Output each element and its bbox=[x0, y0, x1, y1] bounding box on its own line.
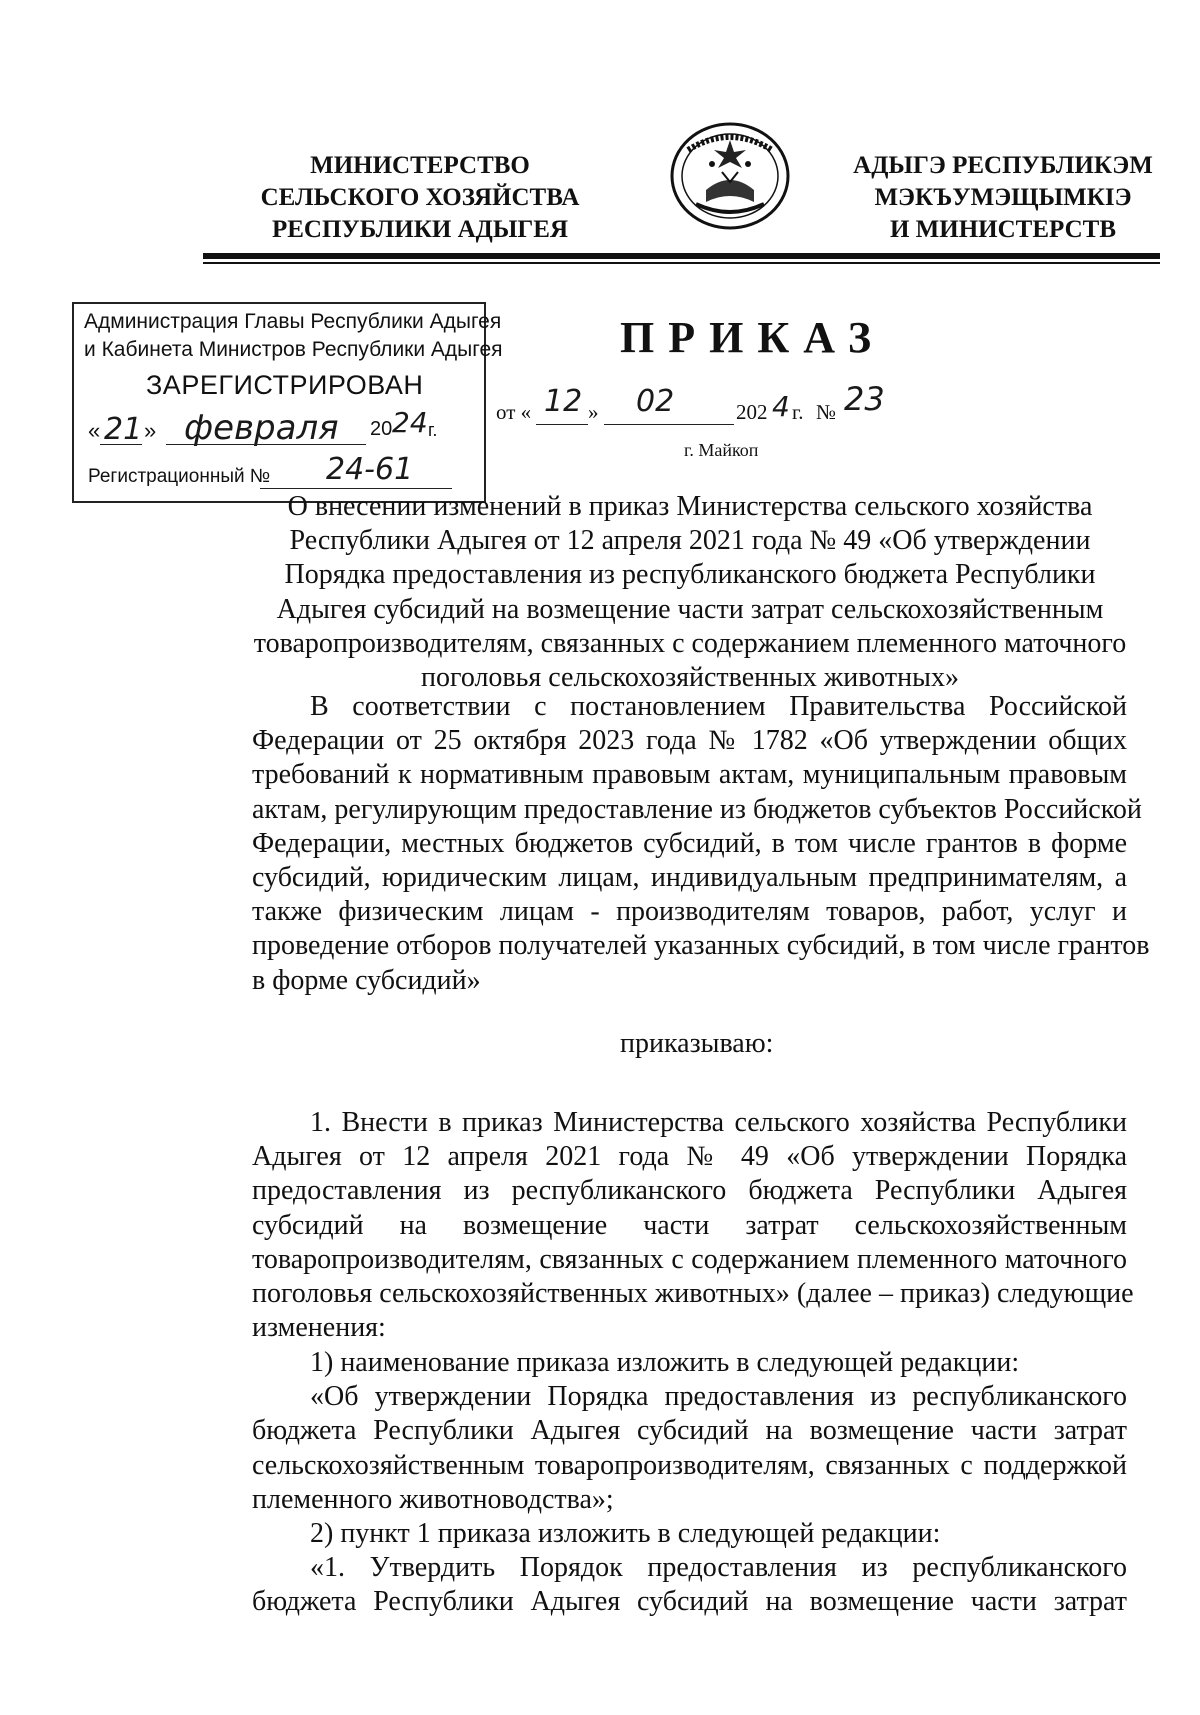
item-1-line: товаропроизводителям, связанных с содержанием племенного маточного bbox=[252, 1243, 1127, 1275]
header-divider bbox=[203, 253, 1160, 259]
stamp-authority-line: и Кабинета Министров Республики Адыгея bbox=[84, 338, 503, 361]
heading-line: О внесении изменений в приказ Министерства сельского хозяйства bbox=[287, 491, 1093, 522]
order-from-label: от « bbox=[496, 400, 532, 424]
ministry-name-line: АДЫГЭ РЕСПУБЛИКЭМ bbox=[853, 152, 1153, 179]
heading-line: Порядка предоставления из республиканского бюджета Республики bbox=[284, 559, 1096, 591]
item-1-line: изменения: bbox=[252, 1312, 386, 1344]
ministry-name-line: МЭКЪУМЭЩЫМКIЭ bbox=[874, 184, 1132, 211]
item-1-line: поголовья сельскохозяйственных животных» (далее – приказ) следующие bbox=[252, 1277, 1134, 1309]
preamble-line: Федерации от 25 октября 2023 года № 1782 «Об утверждении общих bbox=[252, 725, 1127, 757]
order-directive-word: приказываю: bbox=[620, 1028, 774, 1059]
stamp-date-year-prefix: 20 bbox=[370, 418, 393, 440]
order-month: 02 bbox=[636, 384, 675, 419]
item-1-line: Адыгея от 12 апреля 2021 года № 49 «Об утверждении Порядка bbox=[252, 1141, 1127, 1173]
ministry-name-adyghe bbox=[838, 150, 1168, 246]
order-date-number: от « 12 » 02 202 4 г. № 23 bbox=[496, 380, 885, 424]
order-number: 23 bbox=[844, 380, 885, 418]
subitem-1-line: сельскохозяйственным товаропроизводителям, связанных с поддержкой bbox=[252, 1449, 1127, 1481]
registration-stamp bbox=[72, 302, 503, 503]
ministry-name-line: СЕЛЬСКОГО ХОЗЯЙСТВА bbox=[260, 184, 580, 211]
ministry-name-line: РЕСПУБЛИКИ АДЫГЕЯ bbox=[271, 216, 569, 243]
preamble-line: требований к нормативным правовым актам, муниципальным правовым bbox=[252, 759, 1127, 791]
stamp-date-year-mark: г. bbox=[428, 420, 438, 440]
preamble-line: субсидий, юридическим лицам, индивидуальным предпринимателям, а bbox=[252, 861, 1127, 893]
preamble-line: актам, регулирующим предоставление из бюджетов субъектов Российской bbox=[252, 793, 1142, 825]
stamp-reg-number: 24-61 bbox=[326, 452, 414, 487]
coat-of-arms-icon bbox=[666, 120, 794, 232]
subitem-1-line: племенного животноводства»; bbox=[252, 1483, 614, 1515]
stamp-registered-label: ЗАРЕГИСТРИРОВАН bbox=[146, 370, 424, 400]
preamble-paragraph bbox=[252, 690, 1150, 998]
item-1-line: предоставления из республиканского бюджета Республики Адыгея bbox=[252, 1175, 1127, 1207]
subitem-2 bbox=[252, 1517, 1127, 1620]
preamble-line: Федерации, местных бюджетов субсидий, в том числе грантов в форме bbox=[252, 827, 1127, 859]
header-divider-thin bbox=[203, 262, 1160, 264]
subitem-2-intro: 2) пункт 1 приказа изложить в следующей редакции: bbox=[310, 1518, 941, 1549]
stamp-date-row: « 21 » февраля 20 24 г. bbox=[88, 406, 438, 448]
stamp-reg-label: Регистрационный № bbox=[88, 466, 271, 487]
preamble-line: в форме субсидий» bbox=[252, 964, 481, 996]
heading-line: товаропроизводителям, связанных с содержанием племенного маточного bbox=[253, 627, 1127, 659]
heading-line: поголовья сельскохозяйственных животных» bbox=[421, 662, 959, 694]
subitem-2-line: «1. Утвердить Порядок предоставления из республиканского bbox=[310, 1552, 1127, 1584]
stamp-date-year-suffix: 24 bbox=[392, 406, 428, 439]
stamp-authority-line: Администрация Главы Республики Адыгея bbox=[84, 310, 502, 333]
subitem-1 bbox=[252, 1346, 1127, 1517]
issue-city: г. Майкоп bbox=[684, 440, 759, 460]
preamble-line: В соответствии с постановлением Правительства Российской bbox=[310, 691, 1127, 722]
order-number-label: № bbox=[816, 400, 837, 424]
subitem-1-line: «Об утверждении Порядка предоставления из республиканского bbox=[310, 1381, 1127, 1413]
item-1-paragraph bbox=[252, 1106, 1134, 1345]
item-1-line: субсидий на возмещение части затрат сельскохозяйственным bbox=[252, 1209, 1127, 1241]
document-title: ПРИКАЗ bbox=[620, 313, 886, 362]
order-day: 12 bbox=[544, 384, 583, 419]
stamp-date-month: февраля bbox=[184, 408, 339, 448]
order-subject-heading bbox=[250, 490, 1130, 695]
subitem-2-line: бюджета Республики Адыгея субсидий на возмещение части затрат bbox=[252, 1586, 1127, 1618]
stamp-date-day: 21 bbox=[104, 412, 143, 447]
ministry-name-line: МИНИСТЕРСТВО bbox=[310, 152, 530, 179]
item-1-line: 1. Внести в приказ Министерства сельского хозяйства Республики bbox=[310, 1107, 1127, 1138]
preamble-line: проведение отборов получателей указанных субсидий, в том числе грантов bbox=[252, 930, 1150, 962]
order-year-prefix: 202 bbox=[736, 400, 768, 424]
heading-line: Адыгея субсидий на возмещение части затрат сельскохозяйственным bbox=[276, 593, 1104, 625]
heading-line: Республики Адыгея от 12 апреля 2021 года № 49 «Об утверждении bbox=[289, 525, 1091, 557]
stamp-registration-row bbox=[88, 452, 478, 494]
ministry-name-russian bbox=[220, 150, 620, 246]
subitem-1-intro: 1) наименование приказа изложить в следующей редакции: bbox=[310, 1347, 1020, 1378]
subitem-1-line: бюджета Республики Адыгея субсидий на возмещение части затрат bbox=[252, 1415, 1127, 1447]
preamble-line: также физическим лицам - производителям товаров, работ, услуг и bbox=[252, 896, 1127, 928]
ministry-name-line: И МИНИСТЕРСТВ bbox=[889, 216, 1116, 243]
order-year-suffix: 4 bbox=[772, 390, 790, 423]
